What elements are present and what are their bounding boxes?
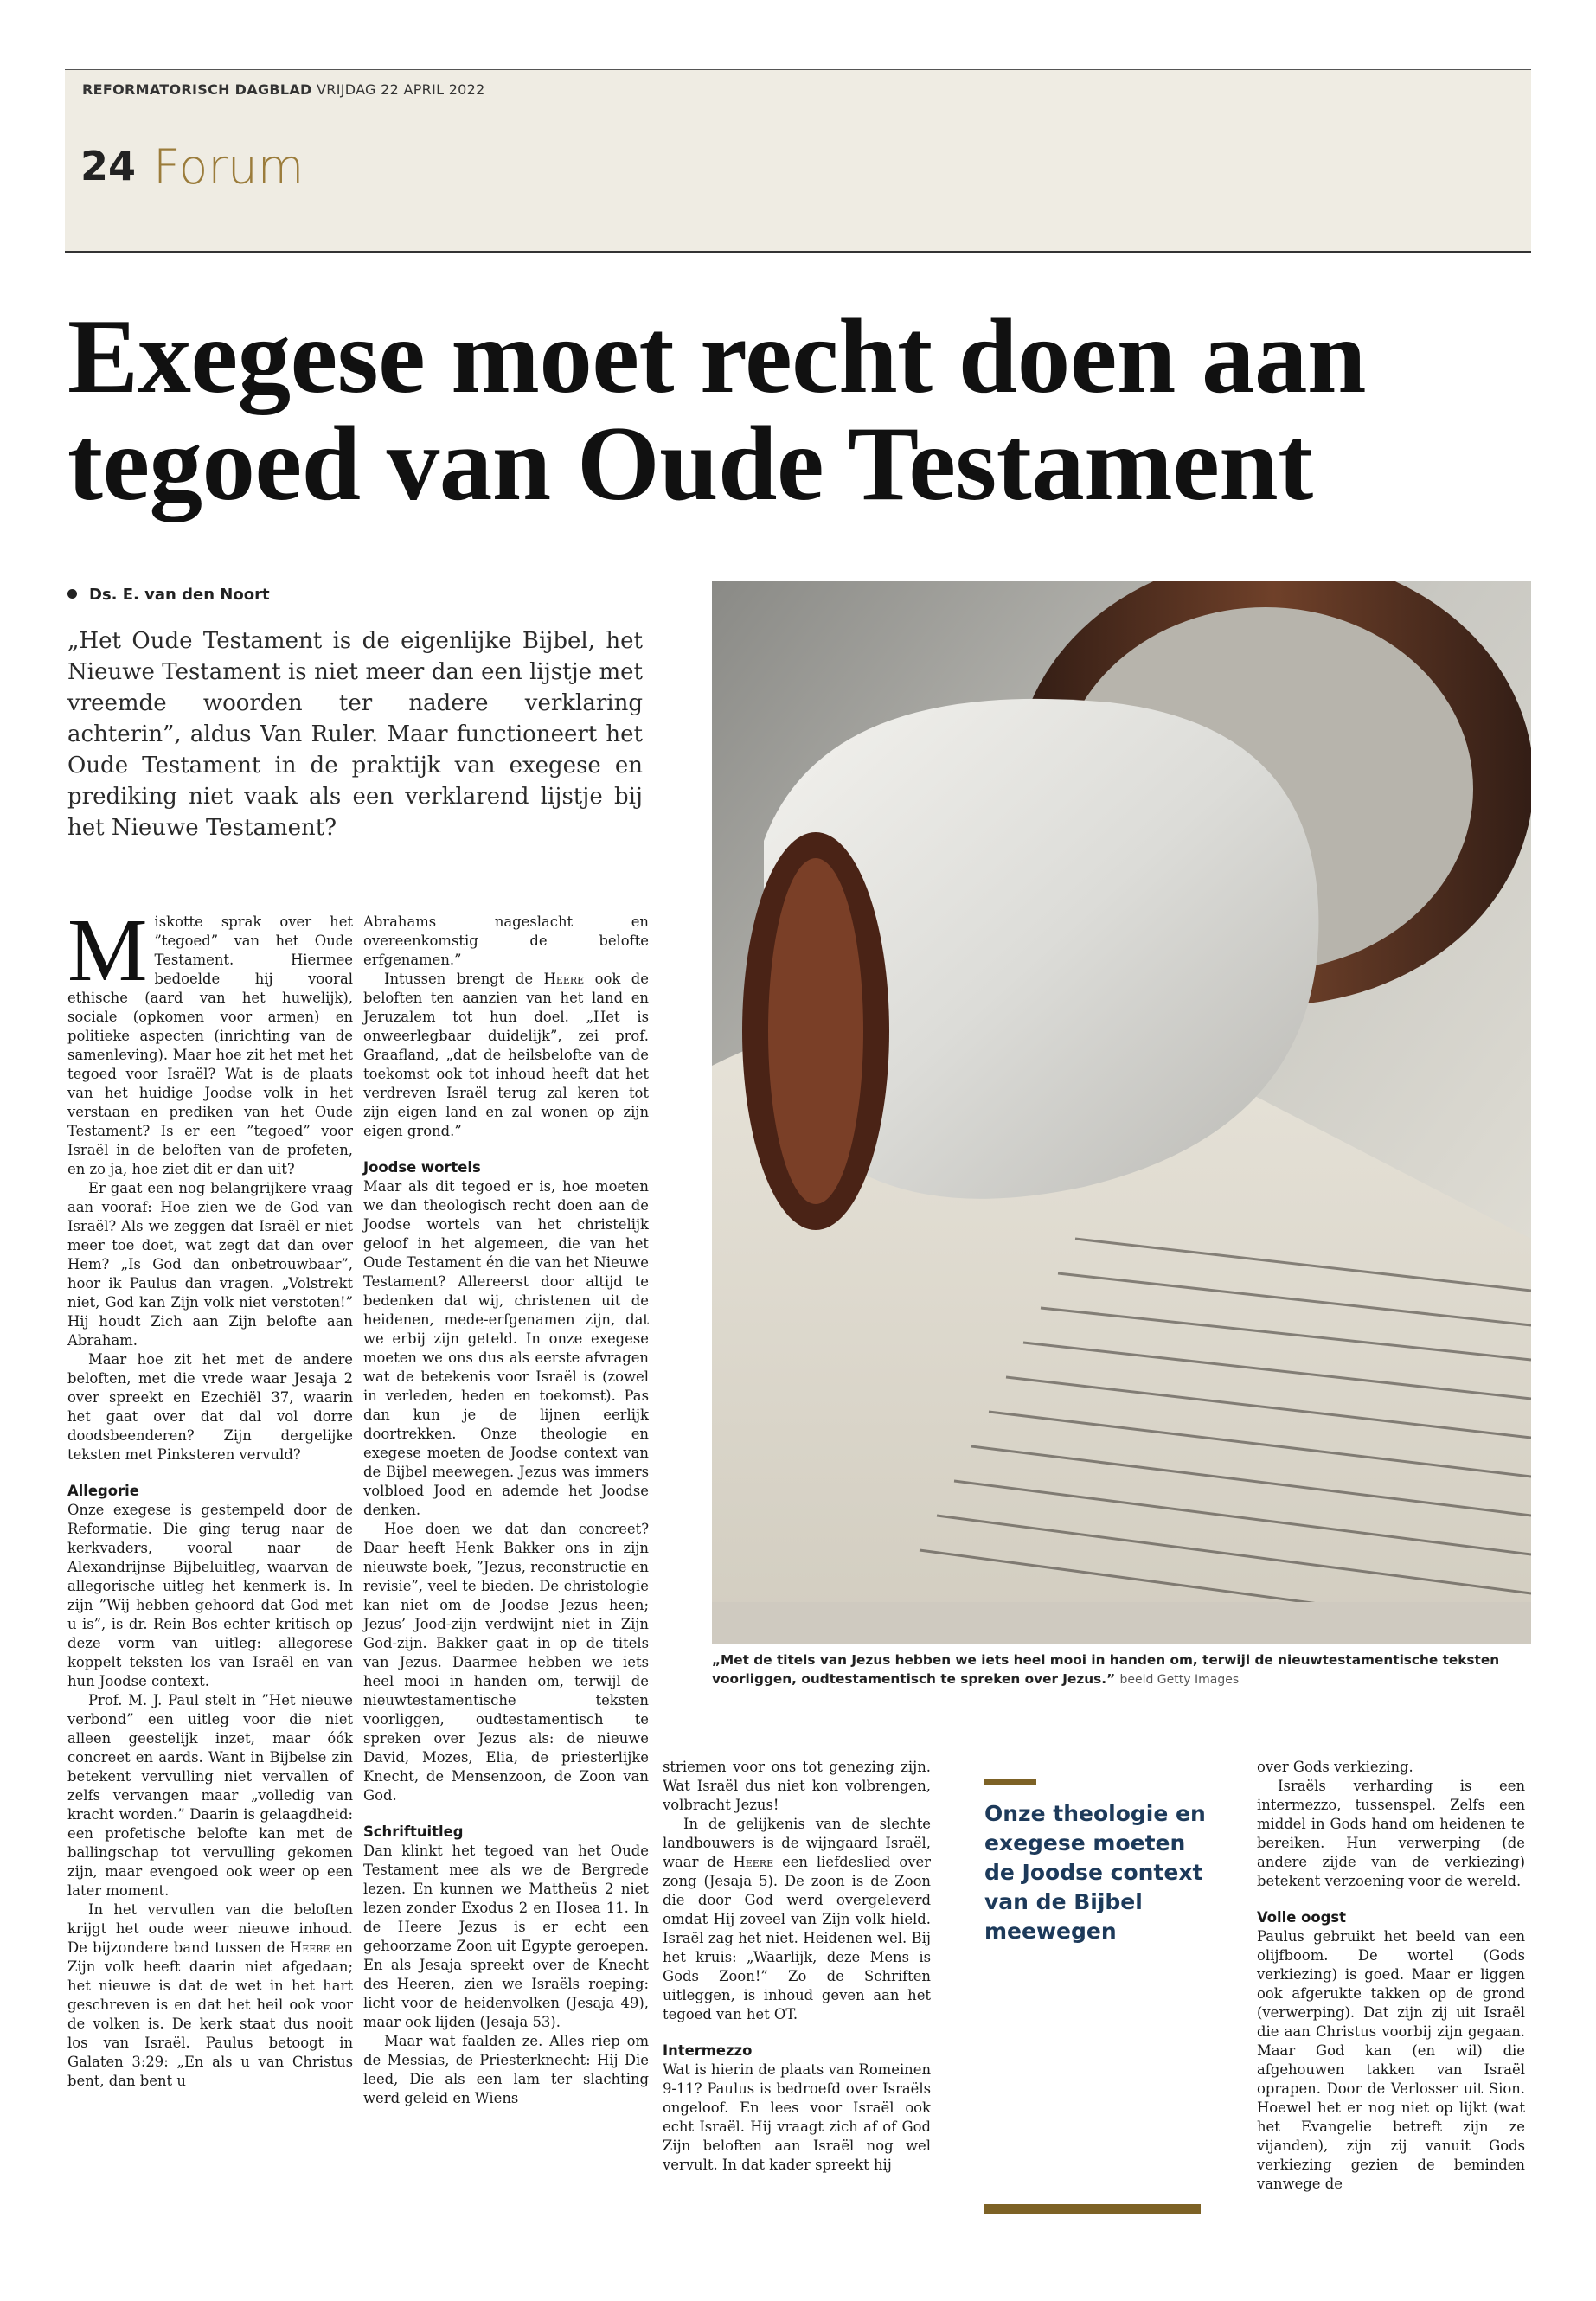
author-name: Ds. E. van den Noort <box>89 586 270 604</box>
small-caps-name: Heere <box>289 1939 330 1956</box>
paragraph: Prof. M. J. Paul stelt in ”Het nieuwe verbond” een uitleg voor die niet alleen geestelijk inzet, maar óók concreet en aards. Want in Bijbelse zin betekent vervulling niet vervallen of zelfs vervangen maar „volledig van kracht worden.” Daarin is gelaagdheid: een profetische belofte kan met de ballingschap tot vervulling gekomen zijn, maar evengoed ook weer op een later moment. <box>67 1692 353 1899</box>
article-headline <box>67 297 1521 522</box>
article-column-4 <box>1257 1758 1525 2194</box>
paragraph: Hoe doen we dat dan concreet? Daar heeft Henk Bakker ons in zijn nieuwste boek, ”Jezus, reconstructie en revisie”, veel te bieden. De christologie kan niet om de Joodse Jezus heen; Jezus’ Jood-zijn verdwijnt niet in Zijn God-zijn. Bakker gaat in op de titels van Jezus. Daarmee hebben we iets heel mooi in handen om, terwijl de nieuwtestamentische teksten voorliggen, oudtestamentisch te spreken over Jezus als: de nieuwe David, Mozes, Elia, de priesterlijke Knecht, de Mensenzoon, de Zoon van God. <box>363 1521 649 1804</box>
headline-line-1: Exegese moet recht doen aan <box>67 297 1366 415</box>
paragraph: Israëls verharding is een intermezzo, tussenspel. Zelfs een middel in Gods hand om heidenen te bereiken. Hun verwerping (de andere zijde van de verkiezing) betekent verzoening voor de wereld. <box>1257 1778 1525 1889</box>
paragraph: Maar als dit tegoed er is, hoe moeten we dan theologisch recht doen aan de Joodse wortels van het christelijk geloof in het algemeen, die van het Oude Testament én die van het Nieuwe Testament? Allereerst door altijd te bedenken dat wij, christenen uit de heidenen, mede-erfgenamen zijn, dat we erbij zijn geteld. In onze exegese moeten we ons dus als eerste afvragen wat de betekenis voor Israël is (zowel in verleden, heden en toekomst). Pas dan kun je de lijnen eerlijk doortrekken. Onze theologie en exegese moeten de Joodse context van de Bijbel meewegen. Jezus was immers volbloed Jood en ademde het Joodse denken. <box>363 1178 649 1518</box>
paragraph <box>67 901 353 1179</box>
page-header <box>65 69 1531 253</box>
subheading: Allegorie <box>67 1483 139 1499</box>
article-column-2 <box>363 913 649 2108</box>
torah-scroll-image <box>712 581 1531 1644</box>
bullet-icon <box>67 589 77 599</box>
masthead <box>82 81 485 98</box>
subheading: Schriftuitleg <box>363 1823 464 1840</box>
paragraph-text: en Zijn volk heeft daarin niet afgedaan; het nieuwe is dat de wet in het hart geschreven is en dat het heil ook voor de volken is. De kerk staat dus nooit los van Israël. Paulus betoogt in Galaten 3:29: „En als u van Christus bent, dan bent u <box>67 1939 353 2089</box>
paragraph-text: In de gelijkenis van de slechte landbouwers is de wijngaard Israël, waar de <box>663 1816 931 1870</box>
paragraph <box>67 1900 353 2091</box>
section-title: Forum <box>153 139 304 195</box>
article-column-1 <box>67 901 353 2091</box>
paragraph: over Gods verkiezing. <box>1257 1759 1413 1775</box>
article-intro: „Het Oude Testament is de eigenlijke Bijbel, het Nieuwe Testament is niet meer dan een lijstje met vreemde woorden ter nadere verklaring achterin”, aldus Van Ruler. Maar functioneert het Oude Testament in de praktijk van exegese en prediking niet vaak als een verklarend lijstje bij het Nieuwe Testament? <box>67 628 643 841</box>
subheading: Intermezzo <box>663 2042 753 2059</box>
caption-text: „Met de titels van Jezus hebben we iets heel mooi in handen om, terwijl de nieuwtestamentische teksten voorliggen, oudtestamentisch te spreken over Jezus.” <box>712 1652 1500 1687</box>
drop-cap: M <box>67 901 148 1000</box>
paragraph-text: In het vervullen van die beloften krijgt het oude weer nieuwe inhoud. De bijzondere band tussen de <box>67 1901 353 1956</box>
small-caps-name: Heere <box>733 1854 774 1870</box>
paragraph: striemen voor ons tot genezing zijn. Wat Israël dus niet kon volbrengen, volbracht Jezus! <box>663 1759 931 1813</box>
paragraph-text: een liefdeslied over zong (Jesaja 5). De zoon is de Zoon die door God werd overgeleverd omdat Hij zoveel van Zijn volk hield. Israël zag het niet. Heidenen wel. Bij het kruis: „Waarlijk, deze Mens is Gods Zoon!” Zo de Schriften uitleggen, is inhoud geven aan het tegoed van het OT. <box>663 1854 931 2022</box>
paragraph: Er gaat een nog belangrijkere vraag aan vooraf: Hoe zien we de God van Israël? Als we zeggen dat Israël er niet meer toe doet, wat zegt dat dan over Hem? „Is God dan onbetrouwbaar”, hoor ik Paulus dan vragen. „Volstrekt niet, God kan Zijn volk niet verstoten!” Hij houdt Zich aan Zijn belofte aan Abraham. <box>67 1180 353 1349</box>
paragraph-text: ook de beloften ten aanzien van het land en Jeruzalem tot hun doel. „Het is onweerlegbaar duidelijk”, zei prof. Graafland, „dat de heilsbelofte van de toekomst ook tot inhoud heeft dat het verdreven Israël terug zal keren tot zijn eigen land en zal wonen op zijn eigen grond.” <box>363 971 650 1139</box>
paragraph: Wat is hierin de plaats van Romeinen 9-11? Paulus is bedroefd over Israëls ongeloof. En lees voor Israël ook echt Israël. Hij vraagt zich af of God Zijn beloften aan Israël nog wel vervult. In dat kader spreekt hij <box>663 2061 931 2173</box>
paragraph: Maar hoe zit het met de andere beloften, met die vrede waar Jesaja 2 over spreekt en Ezechiël 37, waarin het gaat over dat dal vol dorre doodsbeenderen? Zijn dergelijke teksten met Pinksteren vervuld? <box>67 1351 353 1463</box>
page-number: 24 <box>80 143 137 189</box>
pull-quote: Onze theologie en exegese moeten de Joodse context van de Bijbel meewegen <box>984 1801 1206 1944</box>
pullquote-rule-top <box>984 1779 1036 1785</box>
small-caps-name: Heere <box>543 971 585 987</box>
paragraph: Onze exegese is gestempeld door de Reformatie. Die ging terug naar de kerkvaders, vooral naar de Alexandrijnse Bijbeluitleg, waarvan de allegorische uitleg het kenmerk is. In zijn ”Wij hebben gehoord dat God met u is”, is dr. Rein Bos echter kritisch op deze vorm van uitleg: allegorese koppelt teksten los van Israël en van hun Joodse context. <box>67 1502 353 1689</box>
issue-date: VRIJDAG 22 APRIL 2022 <box>317 81 485 98</box>
photo-credit: beeld Getty Images <box>1119 1673 1240 1687</box>
pullquote-rule-bottom <box>984 2204 1201 2214</box>
newspaper-name: REFORMATORISCH DAGBLAD <box>82 81 312 98</box>
byline <box>67 586 270 604</box>
subheading: Joodse wortels <box>363 1159 481 1176</box>
paragraph-text: Intussen brengt de <box>384 971 544 987</box>
paragraph: Dan klinkt het tegoed van het Oude Testament mee als we de Bergrede lezen. En kunnen we Mattheüs 2 niet lezen zonder Exodus 2 en Hosea 11. In de Heere Jezus is er echt een gehoorzame Zoon uit Egypte geroepen. En als Jesaja spreekt over de Knecht des Heeren, zien we Israëls roeping: licht voor de heidenvolken (Jesaja 49), maar ook lijden (Jesaja 53). <box>363 1843 649 2030</box>
photo-caption <box>712 1650 1531 1689</box>
paragraph: Paulus gebruikt het beeld van een olijfboom. De wortel (Gods verkiezing) is goed. Maar er liggen ook afgerukte takken op de grond (verwerping). Dat zijn zij uit Israël die aan Christus voorbij zijn gegaan. Maar God kan (en wil) die afgehouwen takken van Israël oprapen. Door de Verlosser uit Sion. Hoewel het er nog niet op lijkt (wat het Evangelie betreft zijn ze vijanden), zijn zij vanuit Gods verkiezing gezien de beminden vanwege de <box>1257 1928 1525 2192</box>
subheading: Volle oogst <box>1257 1909 1346 1926</box>
article-column-3 <box>663 1758 931 2175</box>
paragraph <box>663 1815 931 2024</box>
paragraph-text: iskotte sprak over het ”tegoed” van het Oude Testament. Hiermee bedoelde hij vooral ethische (aard van het huwelijk), sociale (opkomen voor armen) en politieke aspecten (inrichting van de samenleving). Maar hoe zit het met het tegoed voor Israël? Wat is de plaats van het huidige Joodse volk in het verstaan en prediken van het Oude Testament? Is er een ”tegoed” voor Israël in de beloften van de profeten, en zo ja, hoe ziet dit er dan uit? <box>67 913 353 1177</box>
paragraph: Maar wat faalden ze. Alles riep om de Messias, de Priesterknecht: Hij Die leed, Die als een lam ter slachting werd geleid en Wiens <box>363 2033 649 2106</box>
paragraph <box>363 970 649 1141</box>
paragraph: Abrahams nageslacht en overeenkomstig de belofte erfgenamen.” <box>363 913 649 968</box>
article-photo <box>712 581 1531 1644</box>
headline-line-2: tegoed van Oude Testament <box>67 404 1313 522</box>
